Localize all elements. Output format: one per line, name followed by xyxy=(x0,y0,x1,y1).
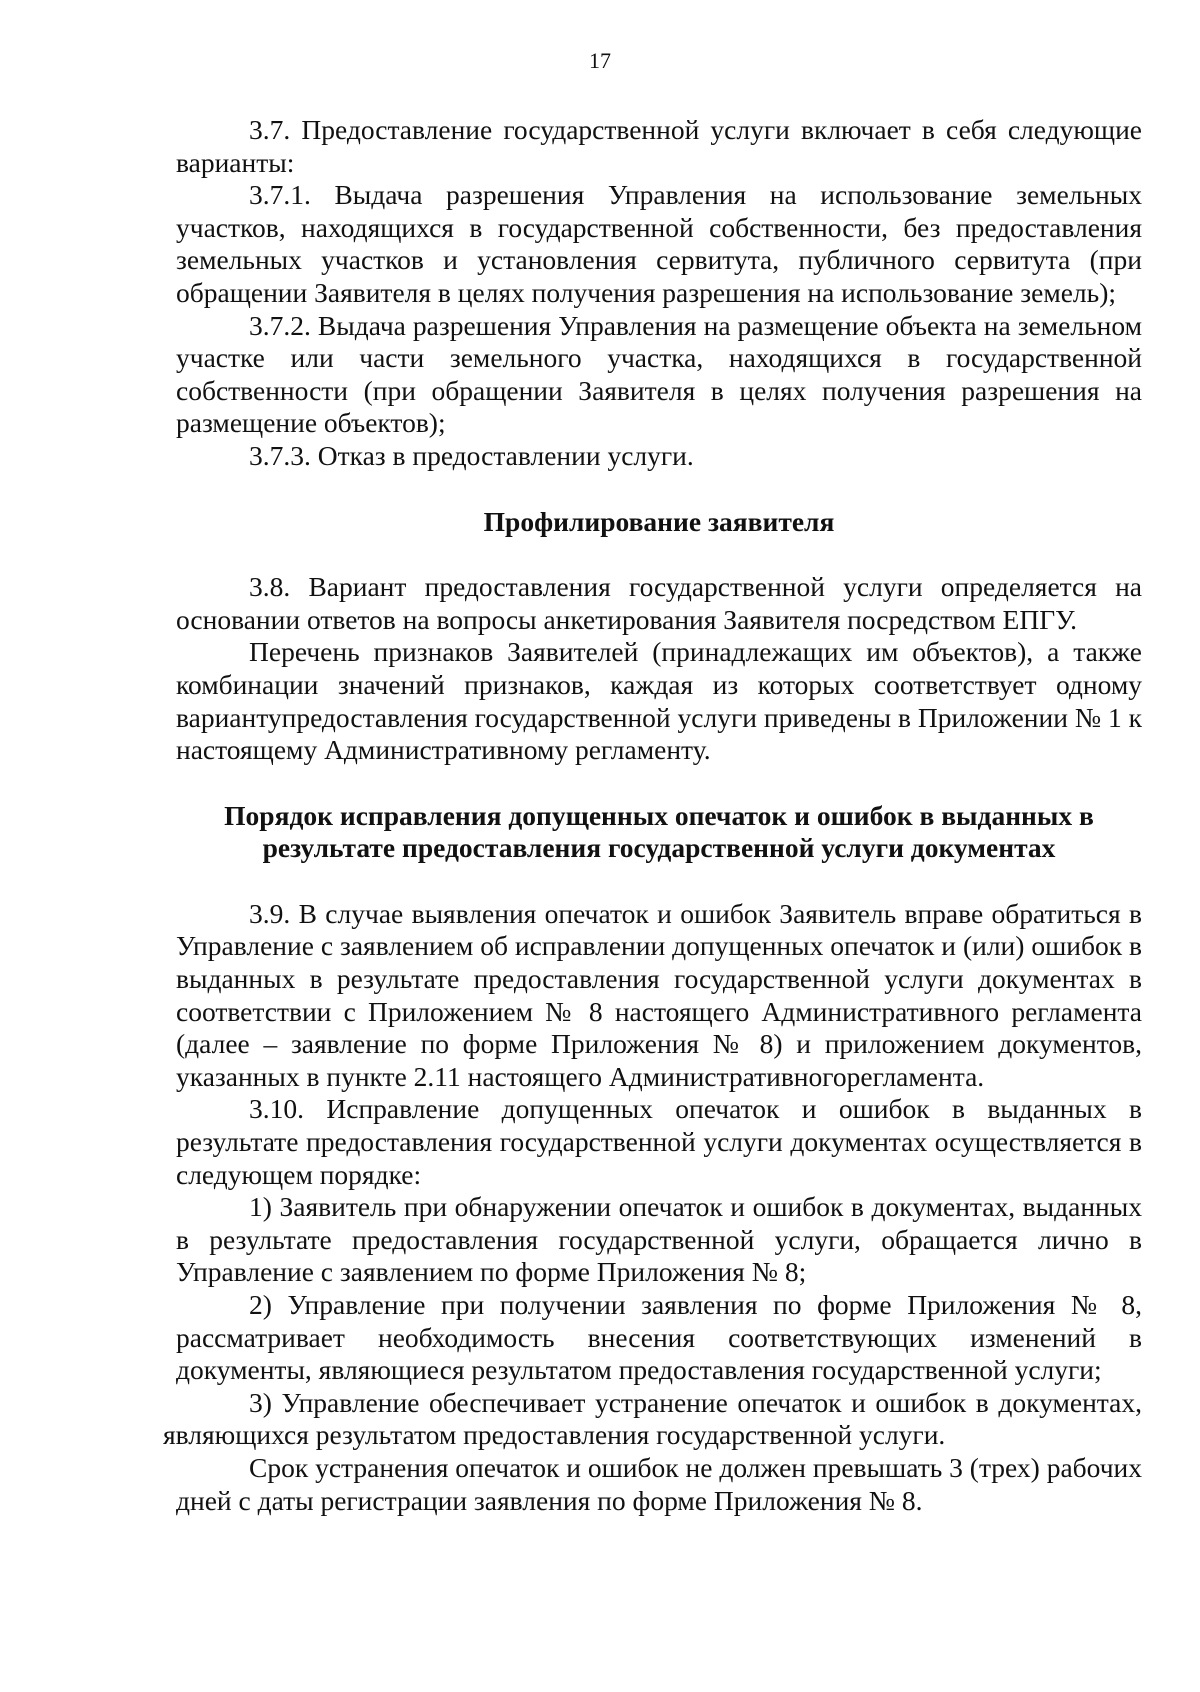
paragraph-3-7-1: 3.7.1. Выдача разрешения Управления на использование земельных участков, находящихся в государственной собственности, без предоставления земельных участков и установления сервитута, публичного сервитута (при обращении Заявителя в целях получения разрешения на использование земель); xyxy=(176,179,1142,308)
document-body xyxy=(163,114,1142,1517)
paragraph-3-7: 3.7. Предоставление государственной услуги включает в себя следующие варианты: xyxy=(176,114,1142,178)
paragraph-3-10: 3.10. Исправление допущенных опечаток и ошибок в выданных в результате предоставления государственной услуги документах осуществляется в следующем порядке: xyxy=(176,1093,1142,1190)
spacer xyxy=(176,767,1142,800)
list-item-1: 1) Заявитель при обнаружении опечаток и ошибок в документах, выданных в результате предоставления государственной услуги, обращается лично в Управление с заявлением по форме Приложения № 8; xyxy=(176,1191,1142,1288)
spacer xyxy=(176,865,1142,898)
list-item-2: 2) Управление при получении заявления по форме Приложения № 8, рассматривает необходимость внесения соответствующих изменений в документы, являющиеся результатом предоставления государственной услуги; xyxy=(176,1289,1142,1386)
paragraph-3-8: 3.8. Вариант предоставления государственной услуги определяется на основании ответов на вопросы анкетирования Заявителя посредством ЕПГУ. xyxy=(176,571,1142,635)
page-number: 17 xyxy=(589,48,611,73)
heading-applicant-profiling: Профилирование заявителя xyxy=(483,505,835,537)
paragraph-3-7-2: 3.7.2. Выдача разрешения Управления на размещение объекта на земельном участке или части земельного участка, находящихся в государственной собственности (при обращении Заявителя в целях получения разрешения на размещение объектов); xyxy=(176,309,1142,439)
list-item-3: 3) Управление обеспечивает устранение опечаток и ошибок в документах, являющихся результатом предоставления государственной услуги. xyxy=(163,1386,1142,1451)
paragraph-applicant-features: Перечень признаков Заявителей (принадлежащих им объектов), а также комбинации значений признаков, каждая из которых соответствует одному вариантупредоставления государственной услуги приведены в Приложении № 1 к настоящему Административному регламенту. xyxy=(176,636,1142,766)
spacer xyxy=(176,538,1142,571)
paragraph-correction-deadline: Срок устранения опечаток и ошибок не должен превышать 3 (трех) рабочих дней с даты регистрации заявления по форме Приложения № 8. xyxy=(176,1451,1142,1516)
paragraph-3-9: 3.9. В случае выявления опечаток и ошибок Заявитель вправе обратиться в Управление с заявлением об исправлении допущенных опечаток и (или) ошибок в выданных в результате предоставления государственной услуги документах в соответствии с Приложением № 8 настоящего Административного регламента (далее – заявление по форме Приложения № 8) и приложением документов, указанных в пункте 2.11 настоящего Административногорегламента. xyxy=(176,897,1142,1092)
heading-error-correction: Порядок исправления допущенных опечаток и ошибок в выданных в результате предоставления государственной услуги документах xyxy=(224,799,1094,864)
paragraph-3-7-3: 3.7.3. Отказ в предоставлении услуги. xyxy=(249,439,694,471)
spacer xyxy=(176,473,1142,506)
